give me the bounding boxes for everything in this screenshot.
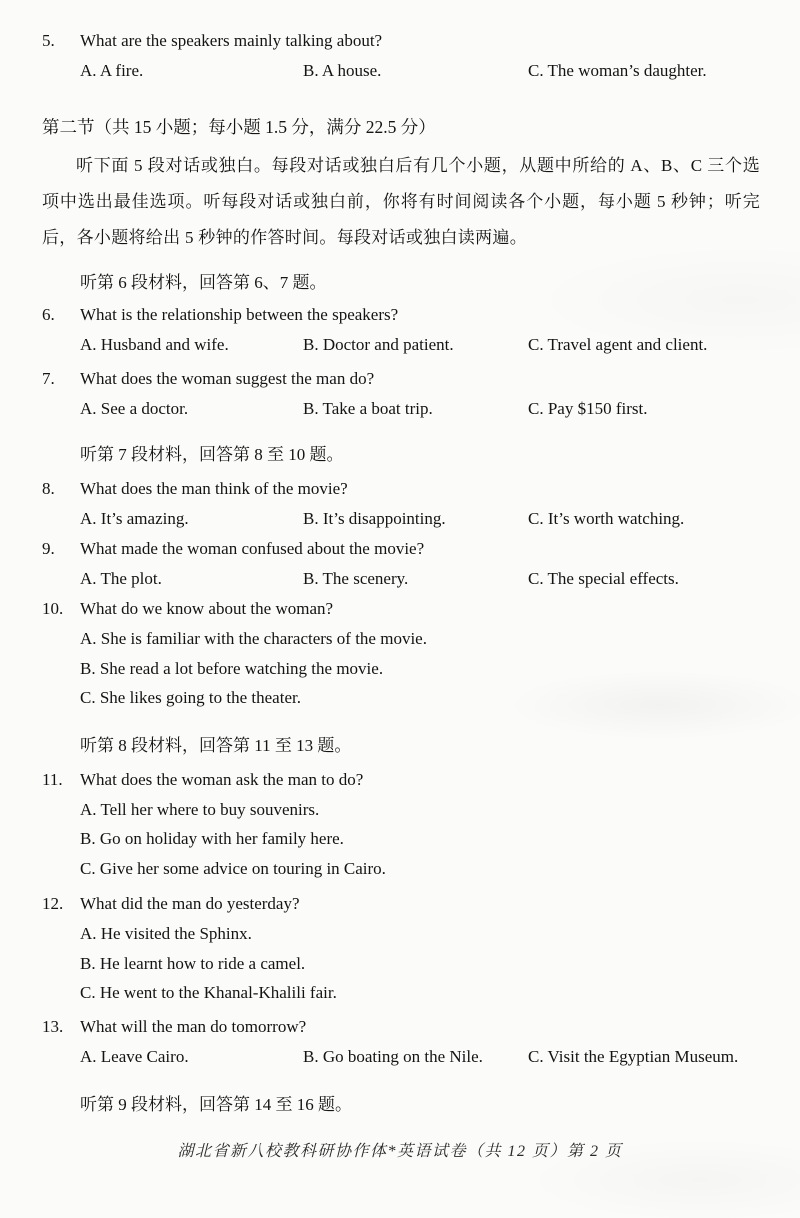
option-a: A. Leave Cairo. <box>80 1046 189 1066</box>
option-a: A. It’s amazing. <box>80 509 189 528</box>
question-8-options <box>42 504 760 534</box>
question-13-options <box>42 1042 760 1072</box>
question-11-options <box>42 795 760 884</box>
question-10 <box>42 594 760 624</box>
option-b: B. It’s disappointing. <box>303 509 446 528</box>
question-10-number: 10. <box>42 599 64 618</box>
question-9 <box>42 534 760 564</box>
option-b: B. He learnt how to ride a camel. <box>80 953 306 973</box>
question-7-options <box>42 394 760 424</box>
option-b: B. A house. <box>303 61 382 80</box>
page-footer: 湖北省新八校教科研协作体*英语试卷（共 12 页）第 2 页 <box>177 1143 623 1160</box>
question-13-text: What will the man do tomorrow? <box>80 1016 307 1036</box>
material-8-intro: 听第 8 段材料，回答第 11 至 13 题。 <box>80 735 352 755</box>
option-b: B. Go boating on the Nile. <box>303 1046 483 1066</box>
option-c: C. It’s worth watching. <box>528 509 685 528</box>
question-12-options <box>42 919 760 1008</box>
option-c: C. Visit the Egyptian Museum. <box>528 1046 739 1066</box>
question-6-options <box>42 330 760 360</box>
option-b: B. The scenery. <box>303 569 409 588</box>
question-10-options <box>42 624 760 713</box>
material-7-intro: 听第 7 段材料，回答第 8 至 10 题。 <box>80 445 344 464</box>
question-12-text: What did the man do yesterday? <box>80 894 300 913</box>
question-5-number: 5. <box>42 31 55 50</box>
option-c: C. He went to the Khanal-Khalili fair. <box>80 983 337 1002</box>
material-9-intro: 听第 9 段材料，回答第 14 至 16 题。 <box>80 1094 352 1114</box>
question-5-options <box>42 56 760 86</box>
question-7-number: 7. <box>42 369 55 388</box>
question-5 <box>42 26 760 56</box>
option-b: B. Doctor and patient. <box>303 335 454 354</box>
option-c: C. Give her some advice on touring in Cairo. <box>80 858 386 878</box>
question-9-text: What made the woman confused about the movie? <box>80 539 425 558</box>
option-c: C. The special effects. <box>528 569 679 588</box>
question-12-number: 12. <box>42 894 64 913</box>
option-c: C. Travel agent and client. <box>528 335 708 354</box>
question-10-text: What do we know about the woman? <box>80 599 334 618</box>
question-7-text: What does the woman suggest the man do? <box>80 369 375 388</box>
option-a: A. A fire. <box>80 61 144 80</box>
question-13 <box>42 1012 760 1042</box>
option-c: C. Pay $150 first. <box>528 399 648 418</box>
question-11 <box>42 765 760 795</box>
question-13-number: 13. <box>42 1016 64 1036</box>
question-8-text: What does the man think of the movie? <box>80 479 348 498</box>
question-8 <box>42 474 760 504</box>
question-9-number: 9. <box>42 539 55 558</box>
material-6-intro: 听第 6 段材料，回答第 6、7 题。 <box>80 273 327 292</box>
option-b: B. Go on holiday with her family here. <box>80 829 344 848</box>
section-2-instructions: 听下面 5 段对话或独白。每段对话或独白后有几个小题，从题中所给的 A、B、C 三个选项中选出最佳选项。听每段对话或独白前，你将有时间阅读各个小题，每小题 5 秒钟；听完后，各小题将给出 5 秒钟的作答时间。每段对话或独白读两遍。 <box>42 156 760 247</box>
question-12 <box>42 889 760 919</box>
option-b: B. Take a boat trip. <box>303 399 433 418</box>
option-b: B. She read a lot before watching the movie. <box>80 658 384 678</box>
question-7 <box>42 364 760 394</box>
question-6 <box>42 300 760 330</box>
option-a: A. Husband and wife. <box>80 335 229 354</box>
option-a: A. See a doctor. <box>80 399 189 418</box>
option-a: A. The plot. <box>80 569 162 588</box>
option-a: A. She is familiar with the characters of the movie. <box>80 629 427 648</box>
section-2-title: 第二节（共 15 小题；每小题 1.5 分，满分 22.5 分） <box>42 117 436 137</box>
option-c: C. She likes going to the theater. <box>80 688 301 707</box>
question-11-number: 11. <box>42 769 63 789</box>
question-6-number: 6. <box>42 305 55 324</box>
question-8-number: 8. <box>42 479 55 498</box>
option-c: C. The woman’s daughter. <box>528 61 707 80</box>
question-6-text: What is the relationship between the speakers? <box>80 305 399 324</box>
option-a: A. Tell her where to buy souvenirs. <box>80 799 320 819</box>
option-a: A. He visited the Sphinx. <box>80 924 252 943</box>
question-11-text: What does the woman ask the man to do? <box>80 769 364 789</box>
question-9-options <box>42 564 760 594</box>
question-5-text: What are the speakers mainly talking about? <box>80 31 383 50</box>
